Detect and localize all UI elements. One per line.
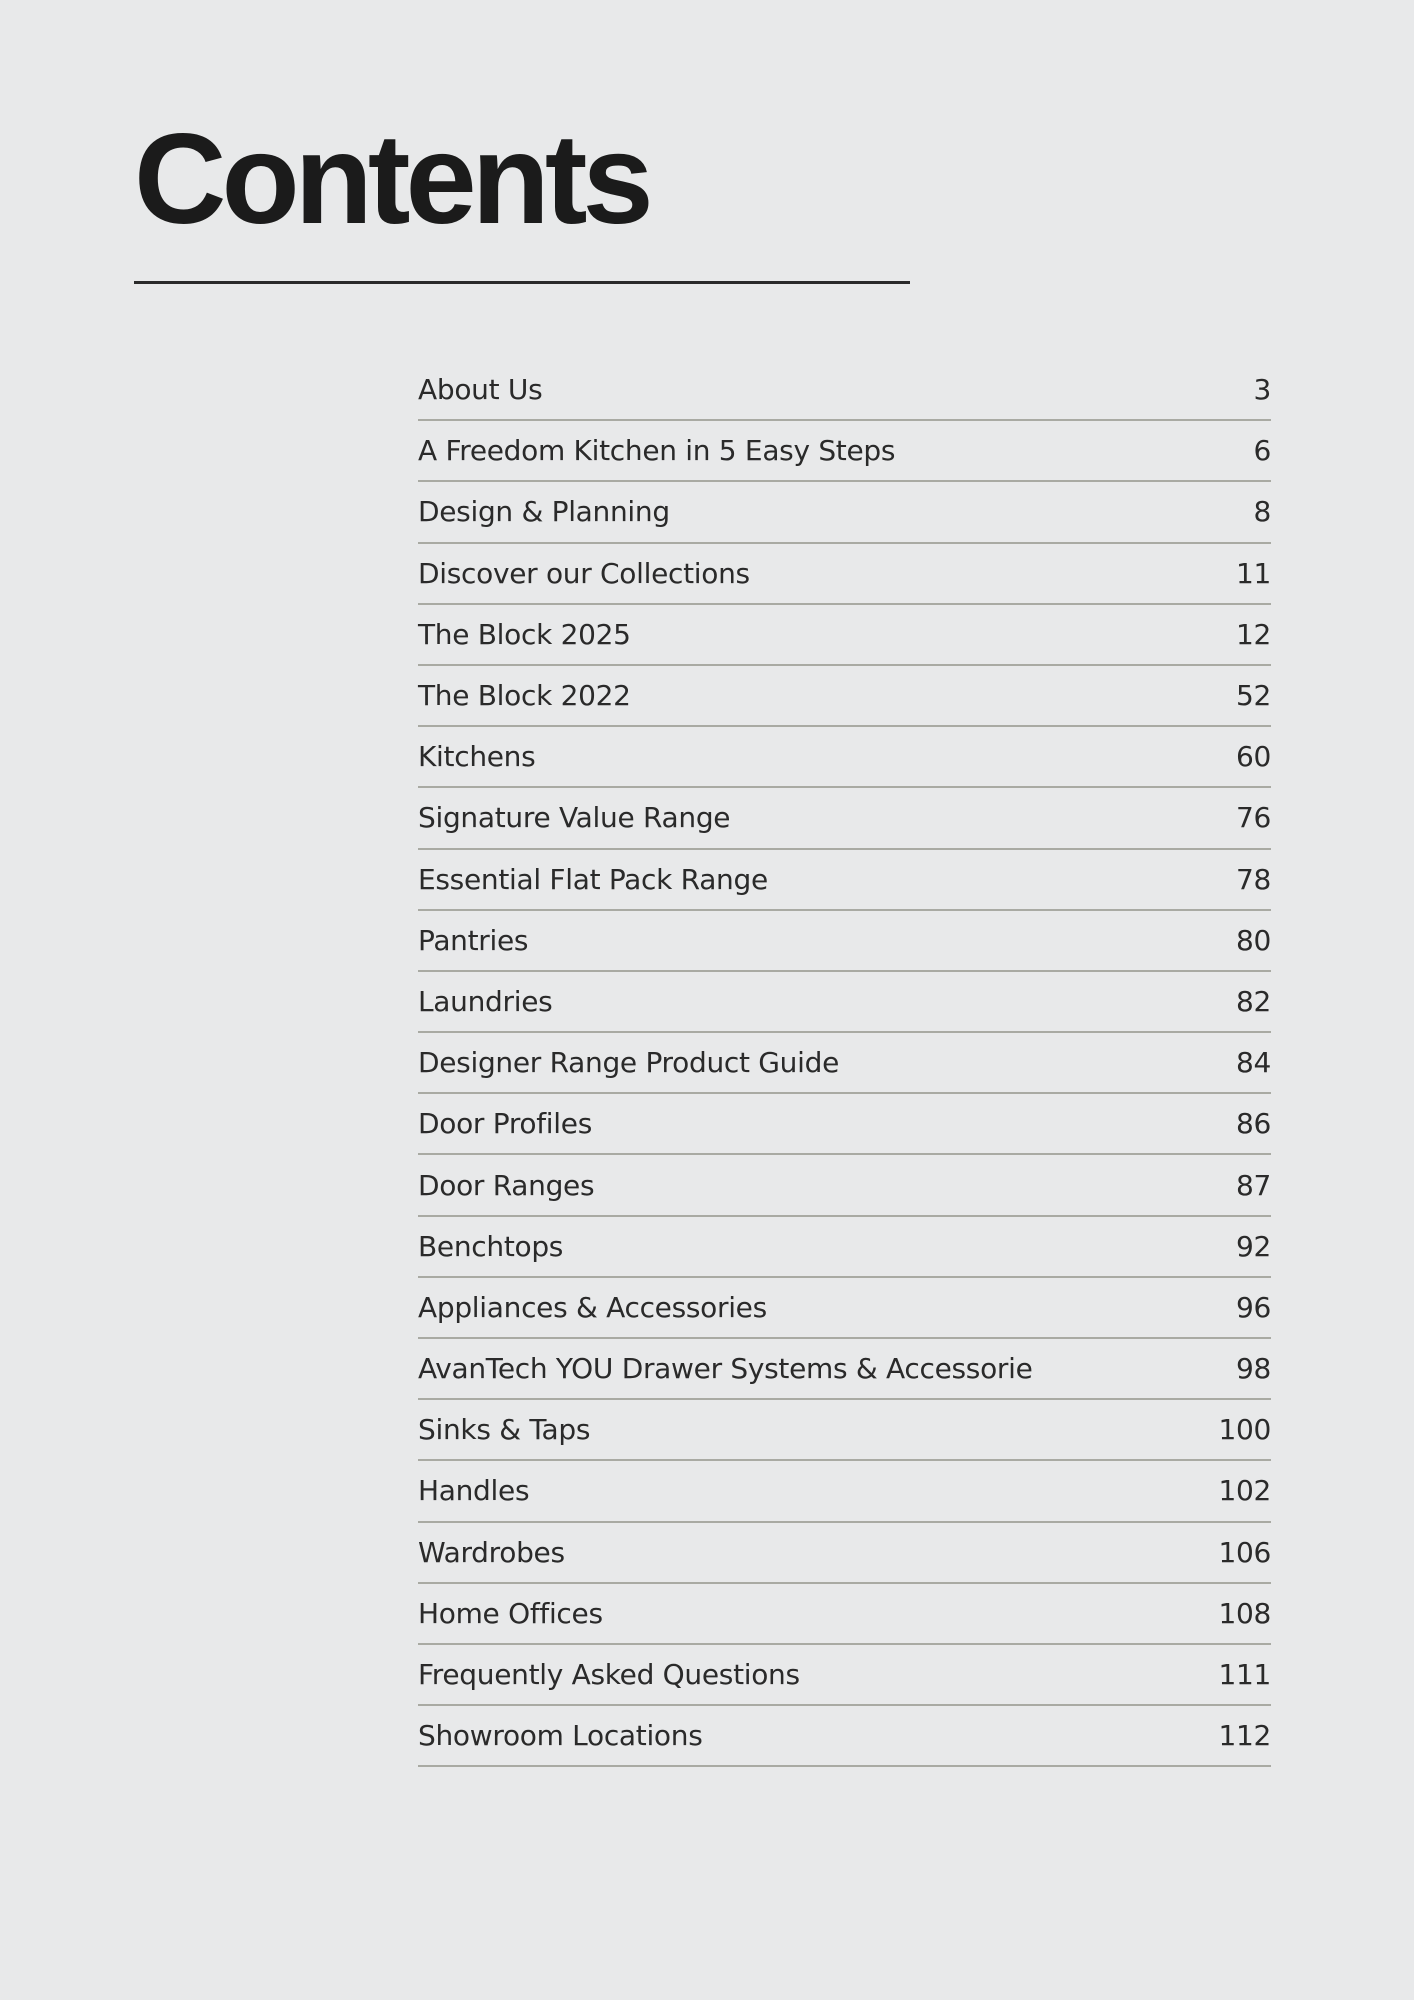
title-divider — [134, 281, 910, 284]
toc-entry-page: 96 — [1235, 1290, 1271, 1324]
toc-entry-label: Sinks & Taps — [418, 1413, 591, 1447]
toc-entry[interactable] — [418, 911, 1271, 972]
toc-entry-label: About Us — [418, 373, 543, 407]
toc-entry[interactable] — [418, 850, 1271, 911]
toc-entry[interactable] — [418, 1339, 1271, 1400]
toc-entry-page: 12 — [1235, 617, 1271, 651]
toc-entry-page: 3 — [1253, 373, 1271, 407]
toc-entry-label: AvanTech YOU Drawer Systems & Accessorie — [418, 1352, 1033, 1386]
toc-entry-label: Showroom Locations — [418, 1719, 703, 1753]
toc-entry-page: 78 — [1235, 862, 1271, 896]
table-of-contents — [418, 360, 1271, 1767]
toc-entry[interactable] — [418, 666, 1271, 727]
toc-entry-label: Home Offices — [418, 1596, 603, 1630]
toc-entry-label: Laundries — [418, 984, 553, 1018]
toc-entry-label: Handles — [418, 1474, 530, 1508]
toc-entry[interactable] — [418, 1278, 1271, 1339]
toc-entry-page: 60 — [1235, 740, 1271, 774]
toc-entry[interactable] — [418, 1523, 1271, 1584]
toc-entry[interactable] — [418, 482, 1271, 543]
toc-entry-page: 98 — [1235, 1352, 1271, 1386]
toc-entry-page: 82 — [1235, 984, 1271, 1018]
toc-entry-label: Benchtops — [418, 1229, 564, 1263]
toc-entry-page: 11 — [1235, 556, 1271, 590]
toc-entry-label: A Freedom Kitchen in 5 Easy Steps — [418, 434, 896, 468]
toc-entry-label: Appliances & Accessories — [418, 1290, 767, 1324]
toc-entry-label: Design & Planning — [418, 495, 670, 529]
toc-entry-page: 86 — [1235, 1107, 1271, 1141]
toc-entry-page: 111 — [1218, 1658, 1271, 1692]
toc-entry-page: 6 — [1253, 434, 1271, 468]
toc-entry-page: 52 — [1235, 679, 1271, 713]
toc-entry[interactable] — [418, 421, 1271, 482]
page-title: Contents — [134, 108, 649, 251]
toc-entry[interactable] — [418, 605, 1271, 666]
toc-entry-page: 106 — [1218, 1535, 1271, 1569]
toc-entry-label: The Block 2022 — [418, 679, 631, 713]
toc-entry-page: 84 — [1235, 1046, 1271, 1080]
toc-entry-page: 108 — [1218, 1596, 1271, 1630]
toc-entry[interactable] — [418, 727, 1271, 788]
toc-entry[interactable] — [418, 1584, 1271, 1645]
toc-entry[interactable] — [418, 972, 1271, 1033]
toc-entry-label: Designer Range Product Guide — [418, 1046, 839, 1080]
toc-entry[interactable] — [418, 788, 1271, 849]
toc-entry-page: 112 — [1218, 1719, 1271, 1753]
toc-entry-label: Essential Flat Pack Range — [418, 862, 768, 896]
toc-entry-page: 76 — [1235, 801, 1271, 835]
toc-entry-label: Frequently Asked Questions — [418, 1658, 800, 1692]
toc-entry-label: Kitchens — [418, 740, 536, 774]
toc-entry-page: 102 — [1218, 1474, 1271, 1508]
toc-entry-label: Pantries — [418, 923, 529, 957]
toc-entry-page: 87 — [1235, 1168, 1271, 1202]
toc-entry[interactable] — [418, 1400, 1271, 1461]
toc-entry[interactable] — [418, 1155, 1271, 1216]
toc-entry-page: 8 — [1253, 495, 1271, 529]
toc-entry-label: Discover our Collections — [418, 556, 750, 590]
toc-entry-label: Door Profiles — [418, 1107, 592, 1141]
toc-entry[interactable] — [418, 544, 1271, 605]
toc-entry[interactable] — [418, 1217, 1271, 1278]
toc-entry-label: Signature Value Range — [418, 801, 731, 835]
toc-entry-page: 100 — [1218, 1413, 1271, 1447]
toc-entry[interactable] — [418, 1033, 1271, 1094]
toc-entry-page: 92 — [1235, 1229, 1271, 1263]
toc-entry-label: The Block 2025 — [418, 617, 631, 651]
toc-entry-label: Wardrobes — [418, 1535, 565, 1569]
toc-entry[interactable] — [418, 360, 1271, 421]
toc-entry[interactable] — [418, 1461, 1271, 1522]
toc-entry[interactable] — [418, 1645, 1271, 1706]
toc-entry-label: Door Ranges — [418, 1168, 595, 1202]
toc-entry-page: 80 — [1235, 923, 1271, 957]
toc-entry[interactable] — [418, 1706, 1271, 1767]
toc-entry[interactable] — [418, 1094, 1271, 1155]
